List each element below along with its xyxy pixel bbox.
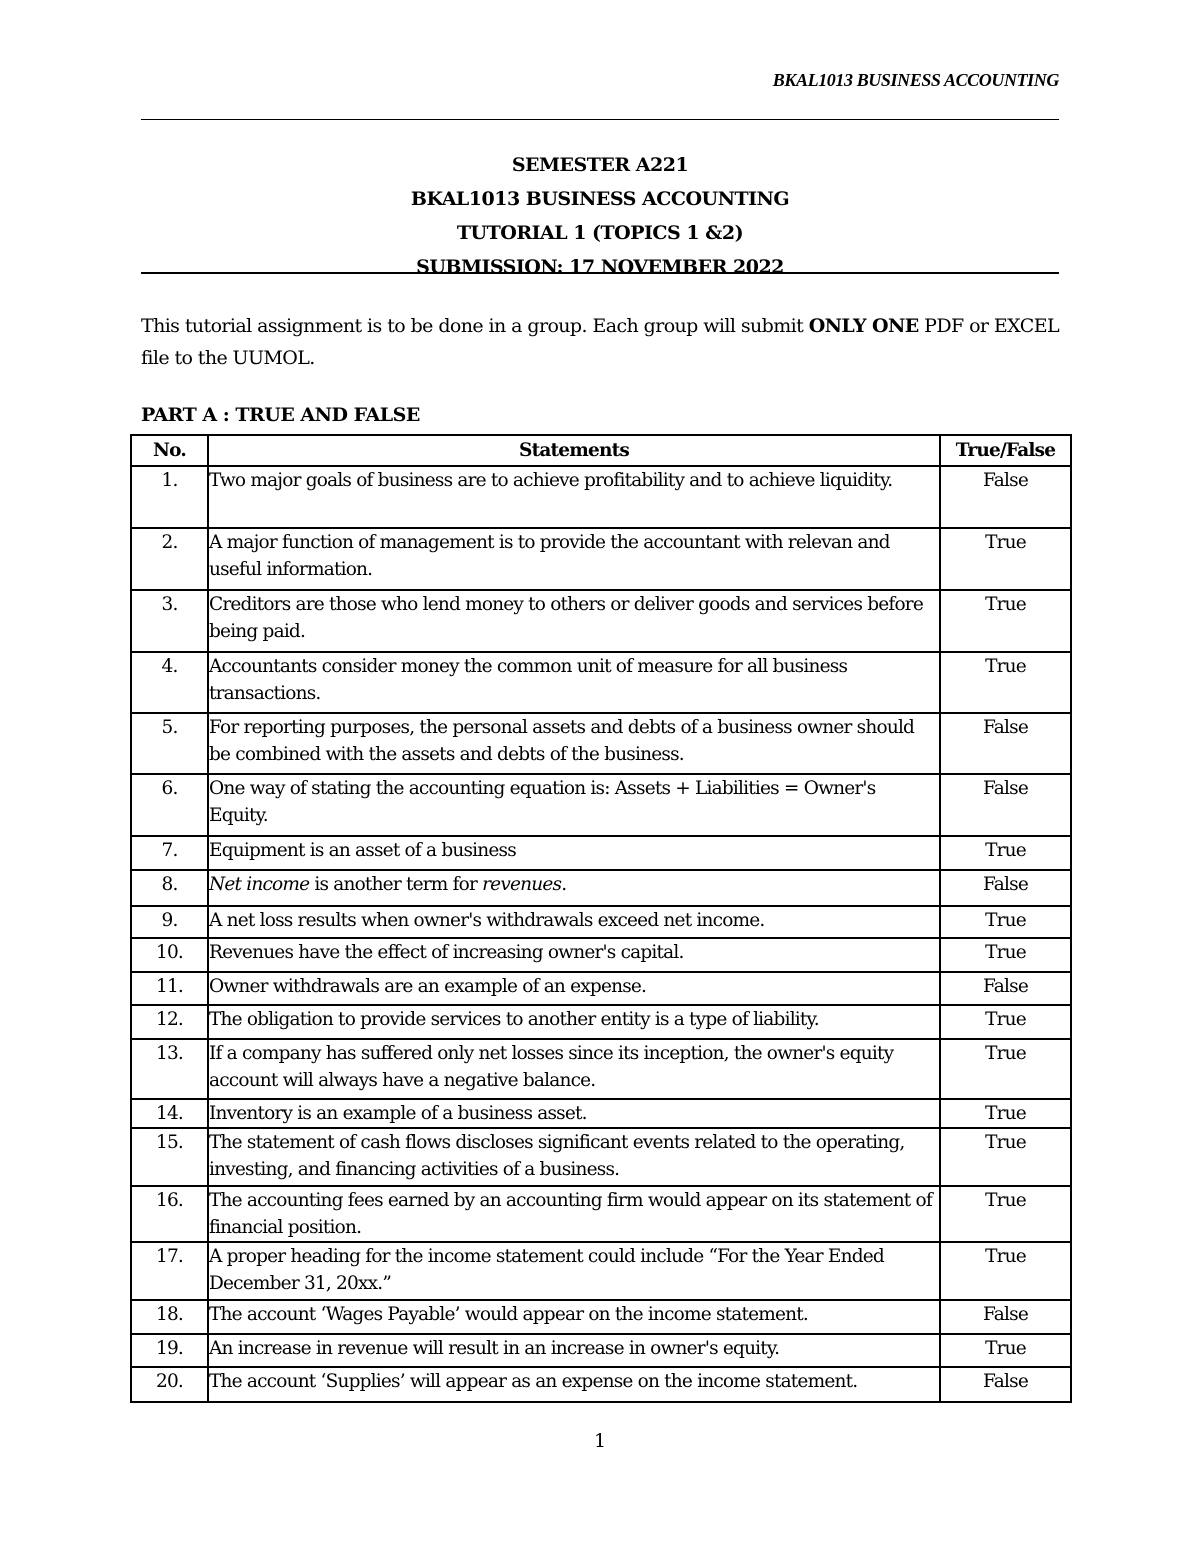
row-number: 15.: [131, 1128, 208, 1186]
row-number: 16.: [131, 1186, 208, 1242]
column-header-statement: Statements: [208, 435, 940, 466]
row-statement: The account ‘Supplies’ will appear as an expense on the income statement.: [208, 1367, 940, 1402]
table-row: [131, 652, 1071, 713]
table-row: [131, 1242, 1071, 1300]
statement-text: is another term for: [309, 874, 483, 895]
row-answer: True: [940, 938, 1071, 972]
row-statement: A major function of management is to provide the accountant with relevan and useful information.: [208, 528, 940, 590]
header-rule: [141, 119, 1059, 120]
row-statement: Revenues have the effect of increasing owner's capital.: [208, 938, 940, 972]
row-statement: Two major goals of business are to achieve profitability and to achieve liquidity.: [208, 466, 940, 528]
row-answer: False: [940, 774, 1071, 836]
row-answer: True: [940, 1099, 1071, 1128]
title-block: [141, 152, 1059, 288]
row-number: 17.: [131, 1242, 208, 1300]
table-row: [131, 1186, 1071, 1242]
row-number: 18.: [131, 1300, 208, 1334]
row-number: 11.: [131, 972, 208, 1005]
row-answer: False: [940, 466, 1071, 528]
row-number: 4.: [131, 652, 208, 713]
row-statement: One way of stating the accounting equation is: Assets + Liabilities = Owner's Equity.: [208, 774, 940, 836]
row-statement: The accounting fees earned by an accounting firm would appear on its statement of financial position.: [208, 1186, 940, 1242]
row-statement: For reporting purposes, the personal assets and debts of a business owner should be combined with the assets and debts of the business.: [208, 713, 940, 774]
row-statement: Equipment is an asset of a business: [208, 836, 940, 870]
table-row: [131, 1300, 1071, 1334]
row-statement: If a company has suffered only net losses since its inception, the owner's equity account will always have a negative balance.: [208, 1039, 940, 1099]
row-number: 2.: [131, 528, 208, 590]
statement-italic-term: revenues: [482, 874, 562, 895]
table-row: [131, 972, 1071, 1005]
row-statement: Owner withdrawals are an example of an expense.: [208, 972, 940, 1005]
table-row: [131, 1005, 1071, 1039]
row-answer: False: [940, 1367, 1071, 1402]
row-answer: True: [940, 1039, 1071, 1099]
row-answer: True: [940, 1005, 1071, 1039]
table-row: [131, 836, 1071, 870]
row-number: 9.: [131, 906, 208, 938]
table-row: [131, 1367, 1071, 1402]
row-statement: Accountants consider money the common unit of measure for all business transactions.: [208, 652, 940, 713]
row-number: 12.: [131, 1005, 208, 1039]
table-row: [131, 870, 1071, 906]
table-row: [131, 713, 1071, 774]
row-statement: The statement of cash flows discloses significant events related to the operating, investing, and financing activities of a business.: [208, 1128, 940, 1186]
row-number: 14.: [131, 1099, 208, 1128]
page-number: 1: [593, 1430, 607, 1452]
row-answer: True: [940, 1128, 1071, 1186]
table-row: [131, 774, 1071, 836]
row-number: 10.: [131, 938, 208, 972]
tutorial-title: TUTORIAL 1 (TOPICS 1 &2): [456, 222, 744, 244]
row-number: 6.: [131, 774, 208, 836]
row-answer: True: [940, 652, 1071, 713]
row-number: 20.: [131, 1367, 208, 1402]
row-answer: True: [940, 590, 1071, 652]
table-row: [131, 1099, 1071, 1128]
row-answer: True: [940, 1242, 1071, 1300]
intro-emphasis: ONLY ONE: [808, 315, 919, 337]
row-statement: The obligation to provide services to another entity is a type of liability.: [208, 1005, 940, 1039]
part-a-title: PART A : TRUE AND FALSE: [141, 404, 420, 426]
row-number: 8.: [131, 870, 208, 906]
course-title: BKAL1013 BUSINESS ACCOUNTING: [410, 188, 790, 210]
row-answer: True: [940, 1334, 1071, 1367]
row-number: 19.: [131, 1334, 208, 1367]
table-row: [131, 906, 1071, 938]
row-number: 3.: [131, 590, 208, 652]
row-number: 13.: [131, 1039, 208, 1099]
statement-text: .: [561, 874, 567, 895]
row-statement: An increase in revenue will result in an increase in owner's equity.: [208, 1334, 940, 1367]
column-header-no: No.: [131, 435, 208, 466]
row-statement: Creditors are those who lend money to others or deliver goods and services before being paid.: [208, 590, 940, 652]
running-header: BKAL1013 BUSINESS ACCOUNTING: [772, 70, 1059, 90]
row-answer: False: [940, 972, 1071, 1005]
table-header-row: [131, 435, 1071, 466]
table-row: [131, 1334, 1071, 1367]
semester-title: SEMESTER A221: [511, 154, 689, 176]
row-answer: True: [940, 906, 1071, 938]
intro-text-after: PDF or EXCEL file to the UUMOL.: [141, 315, 1059, 369]
row-statement: A net loss results when owner's withdrawals exceed net income.: [208, 906, 940, 938]
submission-date: SUBMISSION: 17 NOVEMBER 2022: [416, 256, 784, 278]
title-rule: [141, 272, 1059, 274]
row-answer: False: [940, 1300, 1071, 1334]
row-answer: False: [940, 870, 1071, 906]
row-answer: True: [940, 528, 1071, 590]
table-row: [131, 1128, 1071, 1186]
column-header-answer: True/False: [940, 435, 1071, 466]
row-answer: False: [940, 713, 1071, 774]
true-false-table: [130, 434, 1072, 1403]
intro-paragraph: [141, 310, 1059, 374]
row-statement: The account ‘Wages Payable’ would appear on the income statement.: [208, 1300, 940, 1334]
table-row: [131, 938, 1071, 972]
row-number: 1.: [131, 466, 208, 528]
intro-text-before: This tutorial assignment is to be done in a group. Each group will submit: [141, 315, 809, 337]
table-row: [131, 590, 1071, 652]
table-row: [131, 528, 1071, 590]
row-statement: Inventory is an example of a business asset.: [208, 1099, 940, 1128]
row-answer: True: [940, 1186, 1071, 1242]
row-statement: A proper heading for the income statement could include “For the Year Ended December 31, 20xx.”: [208, 1242, 940, 1300]
row-answer: True: [940, 836, 1071, 870]
row-statement: [208, 870, 940, 906]
table-row: [131, 1039, 1071, 1099]
row-number: 7.: [131, 836, 208, 870]
statement-italic-term: Net income: [209, 874, 310, 895]
table-row: [131, 466, 1071, 528]
row-number: 5.: [131, 713, 208, 774]
